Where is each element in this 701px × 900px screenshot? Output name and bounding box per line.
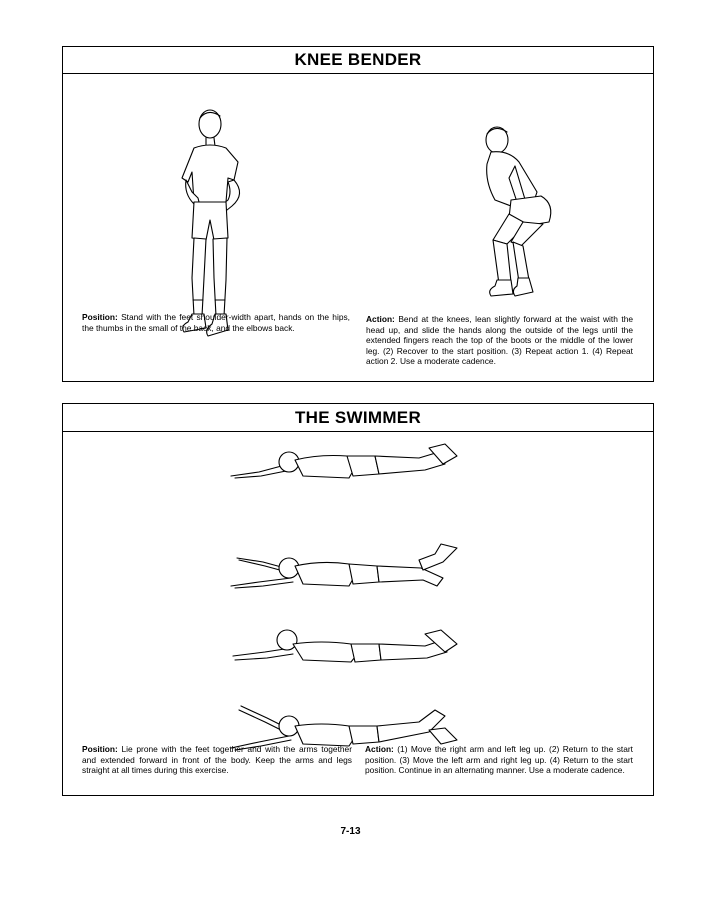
swimmer-panel <box>62 403 654 796</box>
position-text: Stand with the feet shoulder-width apart, hands on the hips, the thumbs in the small of the back, and the elbows back. <box>82 312 351 333</box>
page-number: 7-13 <box>340 826 361 837</box>
position-text: Lie prone with the feet together and with the arms together and extended forward in front of the body. Keep the arms and legs straight at all times during this exercise. <box>82 744 353 776</box>
panel-body <box>63 74 653 382</box>
prone-figure-illustration <box>229 622 469 672</box>
action-text: (1) Move the right arm and left leg up. (2) Return to the start position. (3) Move the left arm and right leg up. (4) Return to the start position. Continue in an alternating manner. Use a moderate cadence. <box>365 744 633 776</box>
action-caption <box>365 744 633 776</box>
action-caption <box>366 314 633 367</box>
squatting-figure-illustration <box>463 122 573 322</box>
prone-figure-illustration <box>229 540 469 600</box>
action-label: Action: <box>365 744 398 754</box>
position-caption <box>82 312 350 333</box>
knee-bender-panel <box>62 46 654 382</box>
panel-body <box>63 432 653 796</box>
standing-figure-illustration <box>158 102 268 342</box>
action-text: Bend at the knees, lean slightly forward at the waist with the head up, and slide the hands along the outside of the legs until the extended fingers reach the top of the boots or the middle of the lower leg. (2) Recover to the start position. (3) Repeat action 1. (4) Repeat action 2. Use a moderate cadence. <box>366 314 634 367</box>
position-label: Position: <box>82 312 122 322</box>
action-label: Action: <box>366 314 399 324</box>
panel-title: THE SWIMMER <box>63 404 653 432</box>
prone-figure-illustration <box>229 442 469 486</box>
position-label: Position: <box>82 744 122 754</box>
position-caption <box>82 744 352 776</box>
panel-title: KNEE BENDER <box>63 47 653 74</box>
